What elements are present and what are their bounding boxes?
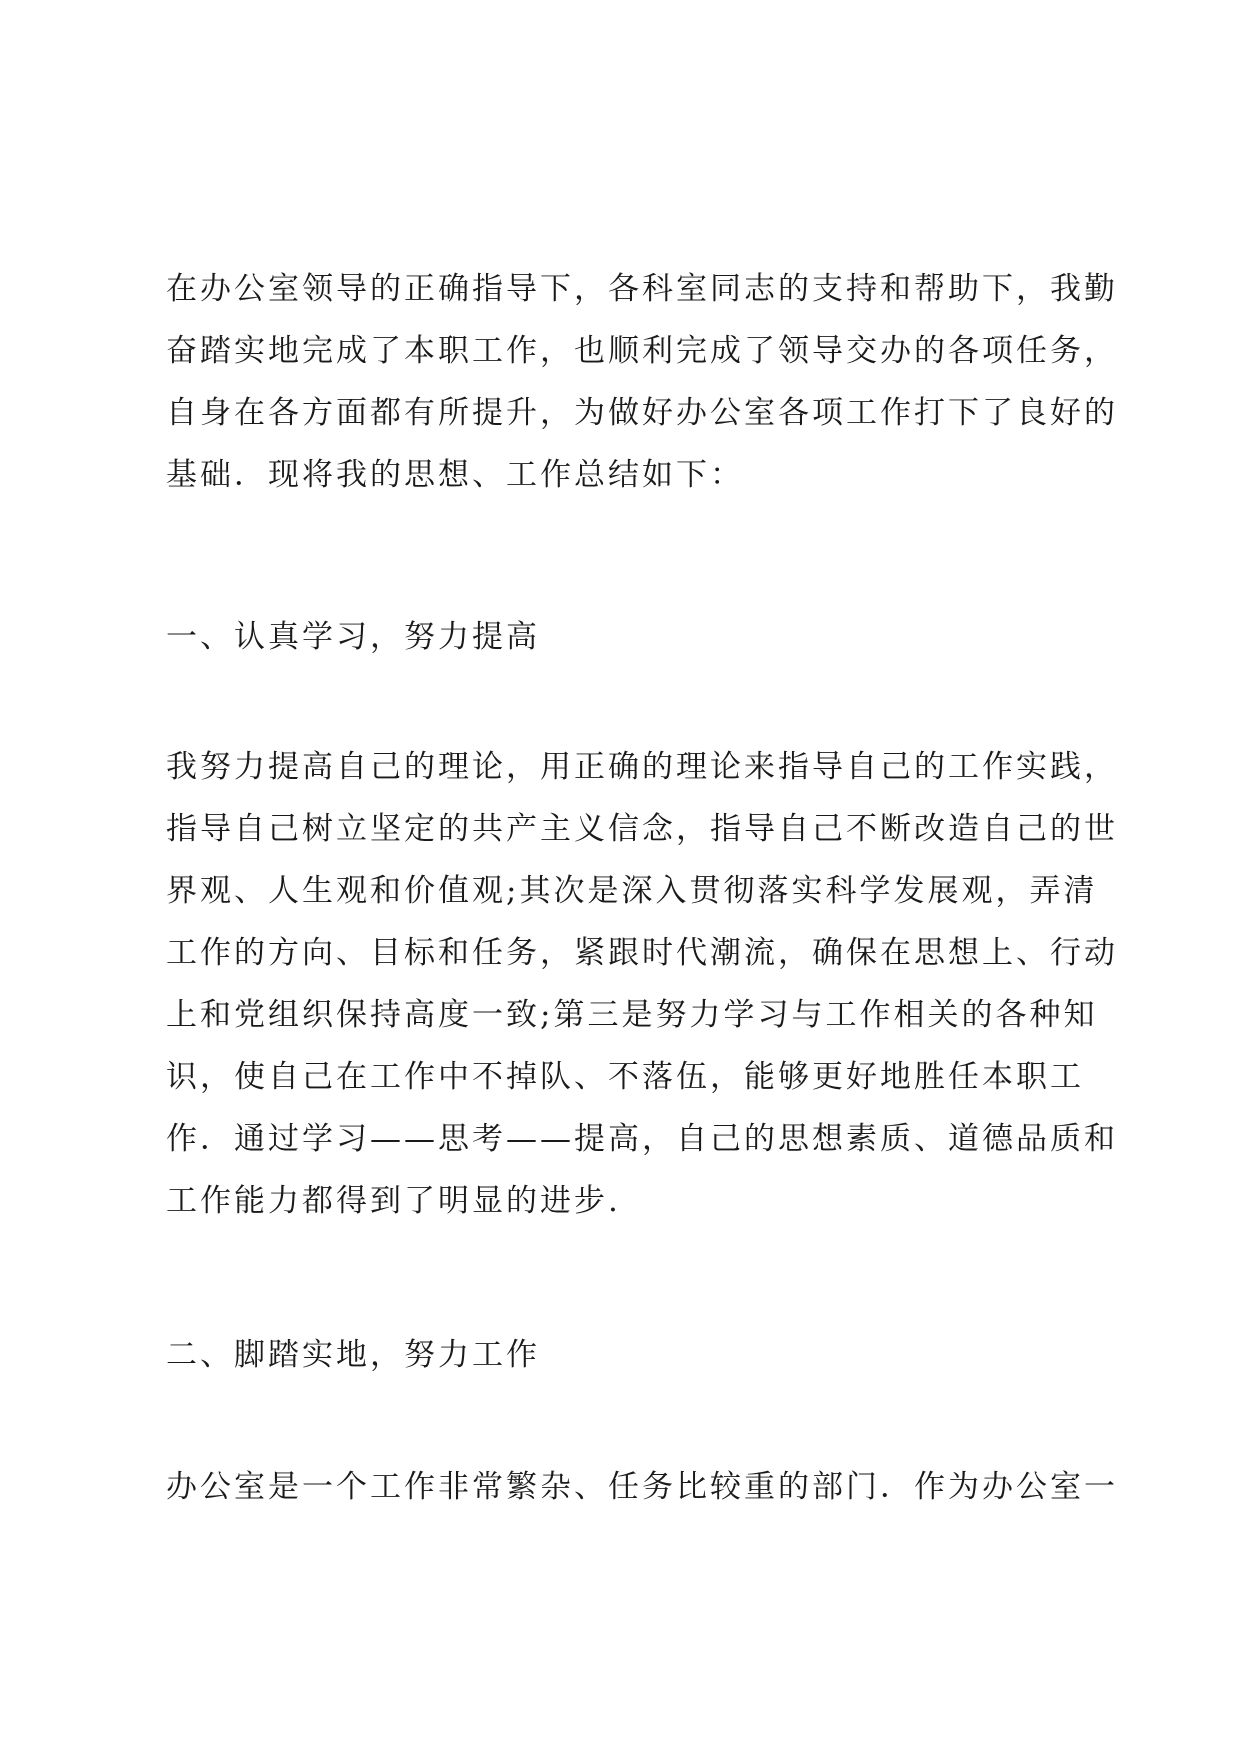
paragraph-line: 作．通过学习——思考——提高，自己的思想素质、道德品质和 (166, 1121, 1118, 1157)
section-2-heading: 二、脚踏实地，努力工作 (166, 1337, 540, 1373)
paragraph-line: 识，使自己在工作中不掉队、不落伍，能够更好地胜任本职工 (166, 1059, 1084, 1095)
intro-paragraph (166, 258, 1118, 506)
paragraph-line: 办公室是一个工作非常繁杂、任务比较重的部门．作为办公室一 (166, 1469, 1118, 1505)
paragraph-line: 自身在各方面都有所提升，为做好办公室各项工作打下了良好的 (166, 395, 1118, 431)
paragraph-line: 工作能力都得到了明显的进步. (166, 1183, 621, 1219)
paragraph-line: 在办公室领导的正确指导下，各科室同志的支持和帮助下，我勤 (166, 271, 1118, 307)
section-1-heading: 一、认真学习，努力提高 (166, 619, 540, 655)
section-2-paragraph (166, 1456, 1118, 1518)
paragraph-line: 上和党组织保持高度一致;第三是努力学习与工作相关的各种知 (166, 997, 1098, 1033)
paragraph-line: 界观、人生观和价值观;其次是深入贯彻落实科学发展观，弄清 (166, 873, 1098, 909)
paragraph-line: 我努力提高自己的理论，用正确的理论来指导自己的工作实践， (166, 749, 1118, 785)
paragraph-line: 工作的方向、目标和任务，紧跟时代潮流，确保在思想上、行动 (166, 935, 1118, 971)
paragraph-line: 基础．现将我的思想、工作总结如下： (166, 457, 744, 493)
paragraph-line: 指导自己树立坚定的共产主义信念，指导自己不断改造自己的世 (166, 811, 1118, 847)
section-1-paragraph (166, 736, 1118, 1232)
paragraph-line: 奋踏实地完成了本职工作，也顺利完成了领导交办的各项任务， (166, 333, 1118, 369)
